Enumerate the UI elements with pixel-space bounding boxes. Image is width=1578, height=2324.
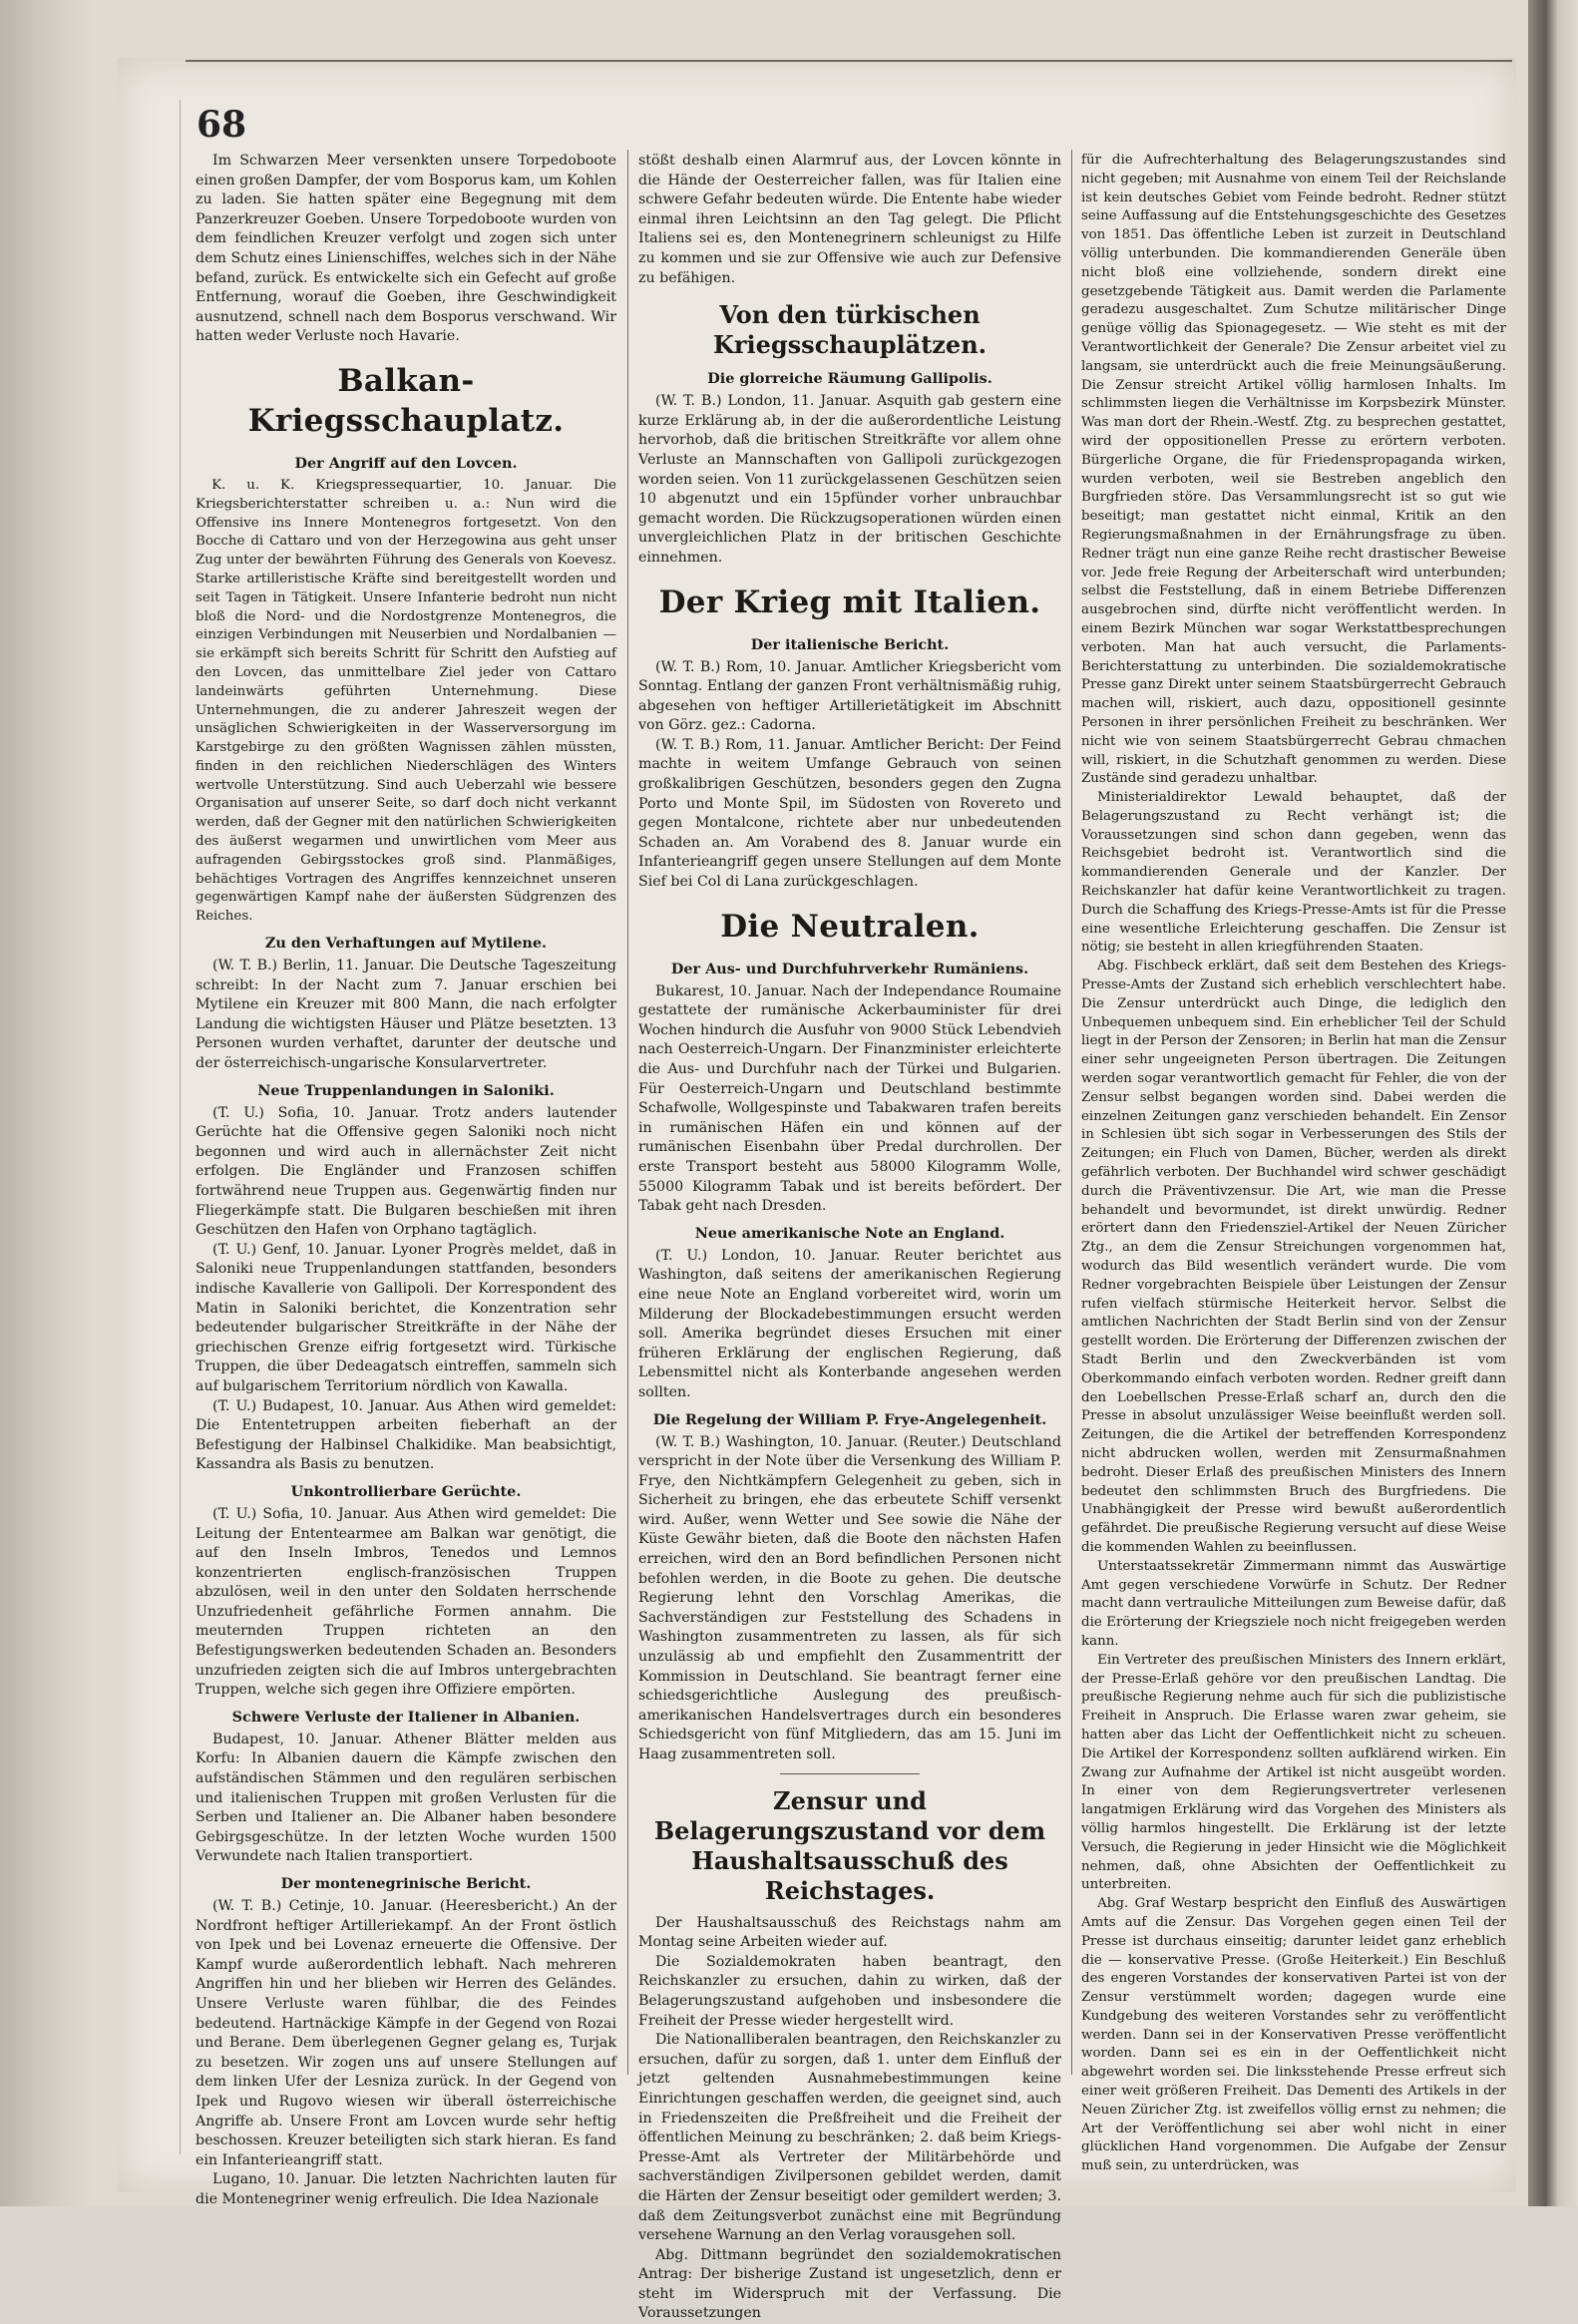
article-amerika: (T. U.) London, 10. Januar. Reuter berichtet aus Washington, daß seitens der amerikanischen Regierung eine neue Note an England vorbereitet wird, worin um Milderung der Blockadebestimmungen ersucht werden soll. Amerika begründet dieses Ersuchen mit einer früheren Erklärung der englischen Regierung, daß Lebensmittel nicht als Konterbande angesehen werden sollten. — [638, 1247, 1061, 1400]
subheading-lovcen: Der Angriff auf den Lovcen. — [294, 454, 518, 472]
article-rumaenien: Bukarest, 10. Januar. Nach der Independance Roumaine gestattete der rumänische Ackerbauminister für drei Wochen hindurch die Ausfuhr von 9000 Stück Lebendvieh nach Oesterreich-Ungarn. Der Finanzminister erleichterte die Aus- und Durchfuhr nach der Türkei und Bulgarien. Für Oesterreich-Ungarn und Deutschland bestimmte Schafwolle, Wollgespinste und Tabakwaren trafen bereits in rumänischen Häfen ein und können auf der rumänischen Eisenbahn über Predal durchrollen. Der erste Transport besteht aus 58000 Kilogramm Wolle, 55000 Kilogramm Tabak und ist bereits befördert. Der Tabak geht nach Dresden. — [638, 982, 1061, 1215]
article-lovcen-continued: stößt deshalb einen Alarmruf aus, der Lovcen könnte in die Hände der Oesterreicher fallen, was für Italien eine schwere Gefahr bedeuten würde. Die Entente habe wieder einmal ihren Leichtsinn an den Tag gelegt. Die Pflicht Italiens sei es, den Montenegrinern schleunigst zu Hilfe zu kommen und sie zur Offensive wie auch zur Defensive zu befähigen. — [638, 153, 1061, 286]
column-2 — [638, 152, 1061, 2322]
column-3 — [1081, 152, 1506, 2174]
article-lugano: Lugano, 10. Januar. Die letzten Nachrichten lauten für die Montenegriner wenig erfreulich. Die Idea Nazionale — [196, 2171, 616, 2207]
subheading-montenegro: Der montenegrinische Bericht. — [280, 1875, 532, 1892]
article-zimmermann: Unterstaatssekretär Zimmermann nimmt das Auswärtige Amt gegen verschiedene Vorwürfe in Schutz. Der Redner macht dann vertrauliche Mitteilungen zum Beweise dafür, daß die Erörterung der Kriegsziele noch nicht freigegeben werden kann. — [1081, 1558, 1506, 1649]
binding-shadow-left — [0, 0, 90, 2206]
subheading-italienischer-bericht: Der italienische Bericht. — [750, 635, 950, 653]
article-dittmann-continued: für die Aufrechterhaltung des Belagerungszustandes sind nicht gegeben; mit Ausnahme von einem Teil der Reichslande ist kein deutsches Gebiet vom Feinde bedroht. Redner stützt seine Auffassung auf die Entstehungsgeschichte des Gesetzes von 1851. Das öffentliche Leben ist zurzeit in Deutschland völlig unterbunden. Die kommandierenden Generäle üben nicht bloß eine vollziehende, sondern direkt eine gesetzgebende Tätigkeit aus. Damit werden die Parlamente geradezu ausgeschaltet. Zum Schutze militärischer Dinge genüge völlig das Spionagegesetz. — Wie steht es mit der Verantwortlichkeit der Generale? Die Zensur arbeitet viel zu langsam, sie unterdrückt auch die freie Meinungsäußerung. Die Zensur streicht Artikel völlig harmlosen Inhalts. Im schlimmsten liegen die Verhältnisse im Korpsbezirk Münster. Was man dort der Rhein.-Westf. Ztg. zu besprechen gestattet, wird der oppositionellen Presse zu erörtern verboten. Bürgerliche Organe, die für Friedenspropaganda wirken, wurden verboten, weil sie Bestreben angeblich den Burgfrieden störe. Das Versammlungsrecht ist so gut wie beseitigt; man gestattet nicht einmal, Kritik an den Regierungsmaßnahmen in der Ernährungsfrage zu üben. Redner trägt nun eine ganze Reihe recht drastischer Beweise vor. Jede freie Regung der Arbeiterschaft wird unterbunden; selbst die Feststellung, daß in einem Betriebe Differenzen ausgebrochen sind, dürfte nicht veröffentlicht werden. In einem Bezirk München war sogar Werkstattbesprechungen verboten. Man hat auch versucht, die Parlaments-Berichterstattung zu unterbinden. Die sozialdemokratische Presse ganz Direkt unter seinem Staatsbürgerrecht Gebrauch machen will, riskiert, auch dazu, oppositionell gesinnte Personen in ihrer persönlichen Freiheit zu beschränken. Wer nicht wie von seinem Staatsbürgerrecht Gebrau chmachen will, riskiert, in die Schutzhaft genommen zu werden. Diese Zustände sind geradezu unhaltbar. — [1081, 153, 1506, 787]
article-zensur-sozialdemokraten: Die Sozialdemokraten haben beantragt, den Reichskanzler zu ersuchen, dahin zu wirken, daß der Belagerungszustand aufgehoben und insbesondere die Freiheit der Presse wieder hergestellt wird. — [638, 1953, 1061, 2029]
article-westarp: Abg. Graf Westarp bespricht den Einfluß des Auswärtigen Amts auf die Zensur. Das Vorgehen gegen einen Teil der Presse ist durchaus einseitig; darunter leidet ganz erheblich die — konservative Presse. (Große Heiterkeit.) Ein Beschluß des engeren Vorstandes der konservativen Partei ist von der Zensur verstümmelt worden; dagegen wurde eine Kundgebung des weiteren Vorstandes sehr zu veröffentlicht werden. Dann sei in der Konservativen Presse veröffentlicht worden. Dann sei es ein in der Oeffentlichkeit nicht abgewehrt worden sei. Die linksstehende Presse erfreut sich einer weit größeren Freiheit. Das Dementi des Artikels in der Neuen Züricher Ztg. ist zweifellos völlig ernst zu nehmen; die Art der Veröffentlichung sei aber wohl nicht in einer glücklichen Hand vorgenommen. Die Aufgabe der Zensur muß sein, zu unterdrücken, was — [1081, 1896, 1506, 2174]
subheading-geruechte: Unkontrollierbare Gerüchte. — [290, 1482, 522, 1500]
page-top-rule — [186, 60, 1512, 62]
heading-tuerkisch: Von den türkischen Kriegsschauplätzen. — [713, 300, 986, 360]
column-1 — [196, 152, 616, 2207]
article-frye: (W. T. B.) Washington, 10. Januar. (Reuter.) Deutschland verspricht in der Note über die Versenkung des William P. Frye, den Nichtkämpfern Gelegenheit zu geben, sich in Sicherheit zu bringen, ehe das erbeutete Schiff versenkt wird. Außer, wenn Wetter und See sowie die Nähe der Küste Gewähr bieten, daß die Boote den nächsten Hafen erreichen, wird den an Bord befindlichen Personen nicht befohlen werden, in die Boote zu gehen. Die deutsche Regierung lehnt den Vorschlag Amerikas, die Sachverständigen zur Feststellung des Schadens in Washington zusammentreten zu lassen, als für sich unzulässig ab und empfiehlt den Zusammentritt der Kommission in Deutschland. Sie beantragt ferner eine schiedsgerichtliche Auslegung des preußisch-amerikanischen Handelsvertrages durch ein besonderes Schiedsgericht von fünf Mitgliedern, das am 15. Juni im Haag zusammentreten soll. — [638, 1433, 1061, 1762]
article-geruechte: (T. U.) Sofia, 10. Januar. Aus Athen wird gemeldet: Die Leitung der Ententearmee am Balkan war genötigt, die auf den Inseln Imbros, Tenedos und Lemnos konzentrierten englisch-französischen Truppen abzulösen, weil in den unter den Soldaten herrschende Unzufriedenheit gefährliche Formen annahm. Die meuternden Truppen richteten an den Befestigungswerken bedeutenden Schaden an. Besonders unzufrieden zeigten sich die auf Imbros untergebrachten Truppen, welche sich gegen ihre Offiziere empörten. — [196, 1505, 616, 1699]
heading-zensur: Zensur und Belagerungszustand vor dem Haushaltsausschuß des Reichstages. — [653, 1785, 1046, 1905]
page-number: 68 — [197, 104, 247, 146]
binding-shadow-right — [1528, 0, 1578, 2206]
separator-rule — [780, 1773, 920, 1774]
subheading-amerika: Neue amerikanische Note an England. — [694, 1224, 1005, 1242]
article-lovcen: K. u. K. Kriegspressequartier, 10. Januar. Die Kriegsberichterstatter schreiben u. a.: Nun wird die Offensive ins Innere Montenegros fortgesetzt. Von den Bocche di Cattaro und von der Herzegowina aus geht unser Zug unter der bewährten Führung des Generals von Koevesz. Starke artilleristische Kräfte sind bereitgestellt worden und seit Tagen in Tätigkeit. Unsere Infanterie bedroht nun nicht bloß die Nord- und die Nordostgrenze Montenegros, die einzigen Verbindungen mit Neuserbien und Nordalbanien — sie erkämpft sich bereits Schritt für Schritt den Aufstieg auf den Lovcen, das unmittelbare Ziel jeder von Cattaro landeinwärts geführten Unternehmung. Diese Unternehmungen, die zu anderer Jahreszeit wegen der unsäglichen Schwierigkeiten in der Wasserversorgung im Karstgebirge zu den größten Wagnissen zählen müssten, finden in den reichlichen Niederschlägen des Winters wertvolle Unterstützung. Sind auch Ueberzahl wie bessere Organisation auf unserer Seite, so darf doch nicht verkannt werden, daß der Gegner mit den natürlichen Schwierigkeiten des äußerst wegarmen und unwirtlichen vom Meer aus aufragenden Gebirgsstockes groß sind. Planmäßiges, behächtiges Vortragen des Angriffes kennzeichnet unseren gegenwärtigen Kampf nahe der äußersten Südgrenzen des Reiches. — [196, 477, 616, 925]
heading-italien: Der Krieg mit Italien. — [658, 583, 1041, 620]
article-rom-10: (W. T. B.) Rom, 10. Januar. Amtlicher Kriegsbericht vom Sonntag. Entlang der ganzen Front verhältnismäßig ruhig, abgesehen von heftiger Artillerietätigkeit im Abschnitt von Görz. gez.: Cadorna. — [638, 658, 1061, 734]
article-montenegro: (W. T. B.) Cetinje, 10. Januar. (Heeresbericht.) An der Nordfront heftiger Artilleriekampf. An der Front östlich von Ipek und bei Lovenaz erneuerte die Offensive. Der Kampf wurde außerordentlich lebhaft. Nach mehreren Angriffen hin und her blieben wir Herren des Geländes. Unsere Verluste waren fühlbar, die des Feindes bedeutend. Hartnäckige Kämpfe in der Gegend von Rozai und Berane. Dem überlegenen Gegner gelang es, Turjak zu besetzen. Wir zogen uns auf unsere Stellungen auf dem linken Ufer der Lesniza zurück. In der Gegend von Ipek und Rugovo wiesen wir überall österreichische Angriffe ab. Unsere Front am Lovcen wurde sehr heftig beschossen. Kreuzer beteiligten sich stark hieran. Es fand ein Infanterieangriff statt. — [196, 1898, 616, 2168]
article-lewald: Ministerialdirektor Lewald behauptet, daß der Belagerungszustand zu Recht verhängt ist; die Voraussetzungen sind schon dann gegeben, wenn das Reichsgebiet bedroht ist. Verantwortlich sind die kommandierenden Generale und der Kanzler. Der Reichskanzler hat dafür keine Verantwortlichkeit zu tragen. Durch die Schaffung des Kriegs-Presse-Amts ist für die Presse eine wesentliche Erleichterung geschaffen. Die Zensur ist nötig; sie besteht in allen kriegführenden Staaten. — [1081, 790, 1506, 956]
subheading-mytilene: Zu den Verhaftungen auf Mytilene. — [264, 935, 548, 953]
subheading-rumaenien: Der Aus- und Durchfuhrverkehr Rumäniens. — [670, 960, 1029, 977]
article-fischbeck: Abg. Fischbeck erklärt, daß seit dem Bestehen des Kriegs-Presse-Amts der Zustand sich erheblich verschlechtert habe. Die Zensur unterdrückt auch Dinge, die lediglich den Unbequemen unbequem sind. Ein erheblicher Teil der Schuld liegt in der Person der Zensoren; in Berlin hat man die Zensur einer sehr ungeeigneten Person übertragen. Die Zeitungen werden sogar verantwortlich gemacht für Fehler, die von der Zensur selbst begangen worden sind. Dabei werden die einzelnen Zeitungen ganz verschieden behandelt. Ein Zensor in Schlesien übt sich sogar in Verbesserungen des Stils der Zeitungen; ein Fluch von Damen, Bücher, werden als direkt gefährlich verboten. Der Buchhandel wird schwer geschädigt durch die Präventivzensur. Die Art, wie man die Presse behandelt und bevormundet, ist direkt unwürdig. Redner erörtert dann den Friedensziel-Artikel der Neuen Züricher Ztg., an dem die Zensur Streichungen vorgenommen hat, wodurch das Bild wesentlich verändert wurde. Die vom Redner vorgebrachten Beispiele über Leistungen der Zensur rufen vielfach stürmische Heiterkeit hervor. Selbst die amtlichen Nachrichten der Stadt Berlin sind von der Zensur gestellt worden. Die Erörterung der Differenzen zwischen der Stadt Berlin und den Zweckverbänden ist vom Oberkommando einfach verboten worden. Redner greift dann den Loebellschen Presse-Erlaß scharf an, durch den die Presse in absolut unzulässiger Weise beeinflußt werden soll. Zeitungen, die die Artikel der betreffenden Korrespondenz nicht abdrucken wollen, werden mit Zensurmaßnahmen bedroht. Dieser Erlaß des preußischen Ministers des Innern bedeutet den schlimmsten Bruch des Burgfriedens. Die Unabhängigkeit der Presse wird bewußt außerordentlich gefährdet. Die preußische Regierung versucht auf diese Weise die kommenden Wahlen zu beeinflussen. — [1081, 959, 1506, 1555]
article-saloniki-sofia: (T. U.) Sofia, 10. Januar. Trotz anders lautender Gerüchte hat die Offensive gegen Saloniki noch nicht begonnen und wird auch in allernächster Zeit nicht erfolgen. Die Engländer und Franzosen schiffen fortwährend neue Truppen aus. Gegenwärtig finden nur Fliegerkämpfe statt. Die Bulgaren beschießen mit ihren Geschützen den Hafen von Orphano tagtäglich. — [196, 1104, 616, 1239]
article-innenministerium: Ein Vertreter des preußischen Ministers des Innern erklärt, der Presse-Erlaß gehöre vor den preußischen Landtag. Die preußische Regierung nehme auch für sich die publizistische Freiheit in Anspruch. Die Erlasse waren zwar geheim, sie hatten aber das Licht der Oeffentlichkeit nicht zu scheuen. Die Artikel der Korrespondenz sollten aufklärend wirken. Ein Zwang zur Aufnahme der Artikel ist nicht ausgeübt worden. In einer von dem Regierungsvertreter verlesenen langatmigen Erklärung wird das Vorgehen des Ministers als völlig harmlos hingestellt. Die Erklärung ist der letzte Versuch, die Regierung in jeder Hinsicht wie die Möglichkeit nehmen, daß, ohne Absichten der Oeffentlichkeit zu unterbreiten. — [1081, 1652, 1506, 1893]
article-saloniki-genf: (T. U.) Genf, 10. Januar. Lyoner Progrès meldet, daß in Saloniki neue Truppenlandungen stattfanden, besonders indische Kavallerie von Gallipoli. Der Korrespondent des Matin in Saloniki berichtet, die Konzentration sehr bedeutender bulgarischer Streitkräfte in der Nähe der griechischen Grenze eifrig fortgesetzt wird. Türkische Truppen, die über Dedeagatsch eintreffen, sammeln sich auf bulgarischem Territorium nördlich von Kawalla. — [196, 1241, 616, 1394]
page-left-rule — [180, 100, 181, 2154]
article-zensur-intro: Der Haushaltsausschuß des Reichstags nahm am Montag seine Arbeiten wieder auf. — [638, 1914, 1061, 1951]
heading-neutralen: Die Neutralen. — [720, 908, 980, 945]
article-zensur-dittmann: Abg. Dittmann begründet den sozialdemokratischen Antrag: Der bisherige Zustand ist ungesetzlich, denn er steht im Widerspruch mit der Verfassung. Die Voraussetzungen — [638, 2246, 1061, 2322]
subheading-albanien: Schwere Verluste der Italiener in Albanien. — [231, 1708, 581, 1726]
article-black-sea: Im Schwarzen Meer versenkten unsere Torpedoboote einen großen Dampfer, der vom Bosporus kam, um Kohlen zu laden. Sie hatten später eine Begegnung mit dem Panzerkreuzer Goeben. Unsere Torpedoboote wurden von dem feindlichen Kreuzer verfolgt und zogen sich unter dem Schutz eines Linienschiffes, welches sich in der Nähe befand, zurück. Es entwickelte sich ein Gefecht auf große Entfernung, worauf die Goeben, ihre Geschwindigkeit ausnutzend, schnell nach dem Bosporus verschwand. Wir hatten weder Verluste noch Havarie. — [196, 153, 616, 345]
subheading-gallipoli: Die glorreiche Räumung Gallipolis. — [707, 370, 992, 388]
subheading-saloniki: Neue Truppenlandungen in Saloniki. — [257, 1081, 555, 1099]
article-gallipoli: (W. T. B.) London, 11. Januar. Asquith gab gestern eine kurze Erklärung ab, in der die außerordentliche Leistung hervorhob, daß die britischen Streitkräfte vor allem ohne Verluste an Mannschaften von Gallipoli zurückgezogen worden seien. Von 11 zurückgelassenen Geschützen seien 10 abgenutzt und ein 15pfünder vorher unbrauchbar gemacht worden. Die Rückzugsoperationen würden einen unvergleichlichen Platz in der britischen Geschichte einnehmen. — [638, 393, 1061, 566]
article-rom-11: (W. T. B.) Rom, 11. Januar. Amtlicher Bericht: Der Feind machte in weitem Umfange Gebrauch von seinen großkalibrigen Geschützen, besonders gegen den Zugna Porto und Monte Spil, im Südosten von Rovereto und gegen Montalcone, richtete aber nur unbedeutenden Schaden an. Am Vorabend des 8. Januar wurde ein Infanterieangriff gegen unsere Stellungen auf dem Monte Sief bei Col di Lana zurückgeschlagen. — [638, 736, 1061, 891]
article-saloniki-budapest: (T. U.) Budapest, 10. Januar. Aus Athen wird gemeldet: Die Ententetruppen arbeiten fieberhaft an der Befestigung der Halbinsel Chalkidike. Man beabsichtigt, Kassandra als Basis zu benutzen. — [196, 1397, 616, 1473]
heading-balkan: Balkan-Kriegsschauplatz. — [247, 362, 565, 439]
column-rule-2 — [1071, 150, 1072, 2075]
article-zensur-nationalliberale: Die Nationalliberalen beantragen, den Reichskanzler zu ersuchen, dafür zu sorgen, daß 1. unter dem Einfluß der jetzt geltenden Ausnahmebestimmungen keine Einrichtungen geschaffen werden, die geeignet sind, auch in Friedenszeiten die Preßfreiheit und die Freiheit der öffentlichen Meinung zu beschränken; 2. daß beim Kriegs-Presse-Amt als Vertreter der Militärbehörde und sachverständigen Zivilpersonen gebildet werden, damit die Härten der Zensur beseitigt oder gemildert werden; 3. daß dem Zeitungsverbot zunächst eine mit Begründung versehene Warnung an den Verlag vorausgehen soll. — [638, 2032, 1061, 2244]
article-mytilene: (W. T. B.) Berlin, 11. Januar. Die Deutsche Tageszeitung schreibt: In der Nacht zum 7. Januar erschien bei Mytilene ein Kreuzer mit 800 Mann, die nach erfolgter Landung die wichtigsten Häuser und Plätze besetzten. 13 Personen wurden verhaftet, darunter der deutsche und der österreichisch-ungarische Konsularvertreter. — [196, 958, 616, 1072]
column-rule-1 — [627, 150, 628, 2075]
article-albanien: Budapest, 10. Januar. Athener Blätter melden aus Korfu: In Albanien dauern die Kämpfe zwischen den aufständischen Stämmen und den regulären serbischen und italienischen Truppen mit großen Verlusten für die Serben und Italiener an. Die Albaner haben besondere Gebirgsgeschütze. In der letzten Woche wurden 1500 Verwundete nach Italien transportiert. — [196, 1731, 616, 1865]
subheading-frye: Die Regelung der William P. Frye-Angelegenheit. — [652, 1410, 1047, 1428]
